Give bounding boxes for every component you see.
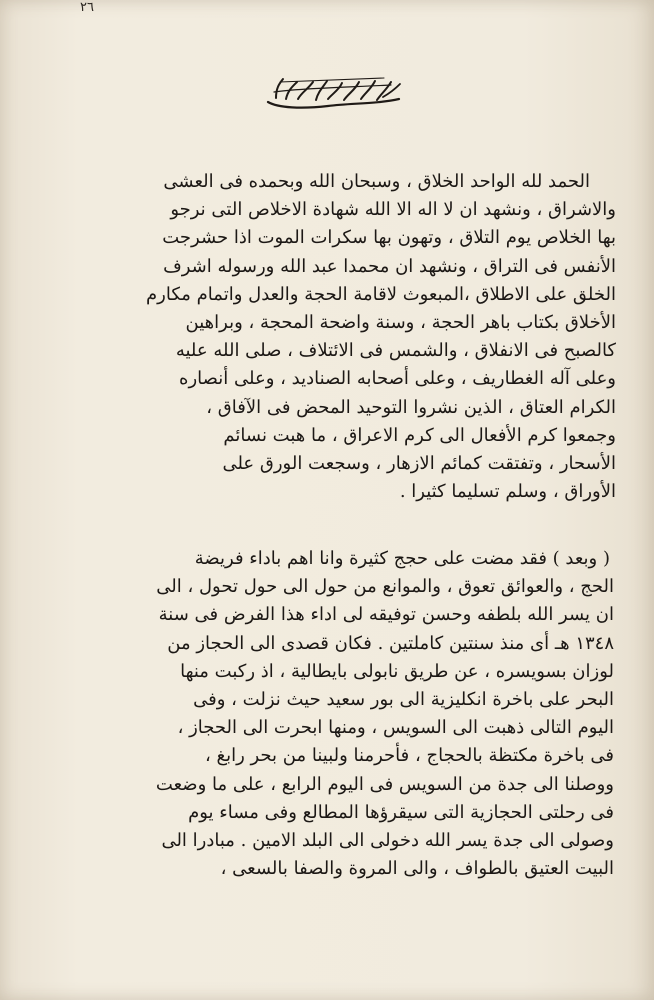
text-line: فى رحلتى الحجازية التى سيقرؤها المطالع وفى مساء يوم bbox=[188, 801, 614, 823]
text-line: وعلى آله الغطاريف ، وعلى أصحابه الصناديد ، وعلى أنصاره bbox=[179, 368, 616, 390]
text-line: بها الخلاص يوم التلاق ، وتهون بها سكرات الموت اذا حشرجت bbox=[162, 227, 616, 249]
text-line: فى باخرة مكتظة بالحجاج ، فأحرمنا ولبينا من بحر رابغ ، bbox=[204, 745, 614, 767]
text-line: لوزان بسويسره ، عن طريق نابولى بايطالية ، اذ ركبت منها bbox=[180, 660, 614, 682]
text-line: ان يسر الله بلطفه وحسن توفيقه لى اداء هذا الفرض فى سنة bbox=[158, 604, 614, 626]
text-line: الحمد لله الواحد الخلاق ، وسبحان الله وبحمده فى العشى bbox=[163, 171, 590, 192]
text-line: كالصبح فى الانفلاق ، والشمس فى الائتلاف ، صلى الله عليه bbox=[175, 340, 616, 362]
text-line: البحر على باخرة انكليزية الى بور سعيد حيث نزلت ، وفى bbox=[193, 688, 614, 710]
text-line: الكرام العتاق ، الذين نشروا التوحيد المحض فى الآفاق ، bbox=[206, 396, 616, 418]
text-line: وجمعوا كرم الأفعال الى كرم الاعراق ، ما هبت نسائم bbox=[223, 424, 616, 446]
page-number: ٢٦ bbox=[80, 0, 94, 15]
basmala-calligraphy-icon bbox=[258, 68, 408, 114]
paragraph-1 bbox=[44, 168, 616, 506]
paragraph-2 bbox=[38, 545, 614, 883]
text-line: الأسحار ، وتفتقت كمائم الازهار ، وسجعت الورق على bbox=[222, 452, 616, 474]
text-line: الخلق على الاطلاق ،المبعوث لاقامة الحجة والعدل واتمام مكارم bbox=[146, 283, 616, 305]
text-line: الأخلاق بكتاب باهر الحجة ، وسنة واضحة المحجة ، وبراهين bbox=[185, 311, 616, 333]
text-line: ووصلنا الى جدة من السويس فى اليوم الرابع ، على ما وضعت bbox=[155, 773, 614, 795]
basmala-calligraphy bbox=[258, 68, 408, 114]
text-line: الأنفس فى التراق ، ونشهد ان محمدا عبد الله ورسوله اشرف bbox=[163, 255, 616, 277]
text-line: البيت العتيق بالطواف ، والى المروة والصفا بالسعى ، bbox=[220, 858, 614, 880]
text-line: الحج ، والعوائق تعوق ، والموانع من حول الى حول تحول ، الى bbox=[156, 576, 614, 598]
text-line: ( وبعد ) فقد مضت على حجج كثيرة وانا اهم باداء فريضة bbox=[194, 548, 610, 569]
text-line: اليوم التالى ذهبت الى السويس ، ومنها ابحرت الى الحجاز ، bbox=[177, 717, 614, 739]
text-line: الأوراق ، وسلم تسليما كثيرا . bbox=[399, 481, 616, 503]
text-line: والاشراق ، ونشهد ان لا اله الا الله شهادة الاخلاص التى نرجو bbox=[170, 199, 616, 221]
text-line: وصولى الى جدة يسر الله دخولى الى البلد الامين . مبادرا الى bbox=[161, 829, 614, 851]
text-line: ١٣٤٨ هـ أى منذ سنتين كاملتين . فكان قصدى الى الحجاز من bbox=[167, 632, 614, 654]
